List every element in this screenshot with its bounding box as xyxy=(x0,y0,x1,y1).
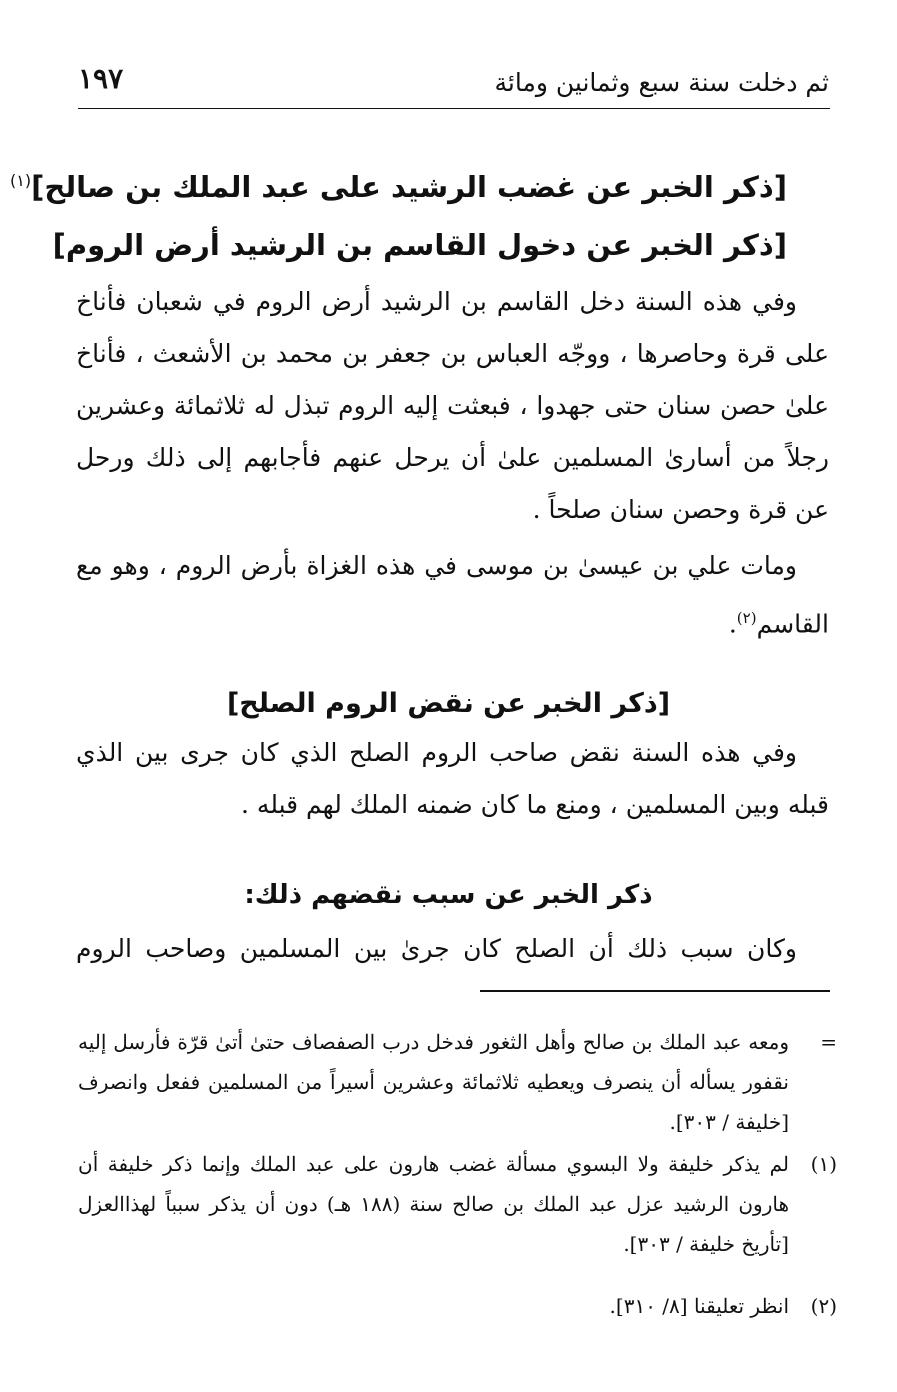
footnote-ref-1[interactable]: (١) xyxy=(9,171,32,191)
page-number: ١٩٧ xyxy=(78,62,124,95)
section-heading-qasim-campaign: [ذكر الخبر عن دخول القاسم بن الرشيد أرض الروم] xyxy=(52,228,787,262)
footnote-text: لم يذكر خليفة ولا البسوي مسألة غضب هارون على عبد الملك وإنما ذكر خليفة أن هارون الرشيد عزل عبد الملك بن صالح سنة (١٨٨ هـ) دون أن يذكر سبباً لهذاالعزل [تأريخ خليفة / ٣٠٣]. xyxy=(78,1152,790,1256)
section-heading-rashid-anger xyxy=(9,170,787,204)
heading-text: [ذكر الخبر عن غضب الرشيد على عبد الملك بن صالح] xyxy=(31,170,787,204)
running-header: ثم دخلت سنة سبع وثمانين ومائة xyxy=(494,68,829,97)
paragraph-treaty-broken: وفي هذه السنة نقض صاحب الروم الصلح الذي كان جرى بين الذي قبله وبين المسلمين ، ومنع ما كان ضمنه الملك لهم قبله . xyxy=(76,738,829,819)
footnote-mark: (٢) xyxy=(810,1294,837,1318)
footnote-continued xyxy=(78,1022,837,1142)
footnote-text: ومعه عبد الملك بن صالح وأهل الثغور فدخل درب الصفصاف حتىٰ أتىٰ قرّة فأرسل إليه نقفور يسأله أن ينصرف ويعطيه ثلاثمائة وعشرين أسيراً من المسلمين ففعل وانصرف [خليفة / ٣٠٣]. xyxy=(78,1030,789,1134)
footnote-ref-2[interactable]: (٢) xyxy=(736,609,757,627)
header-rule xyxy=(78,108,830,109)
footnote-2 xyxy=(78,1286,837,1326)
footnote-mark: (١) xyxy=(810,1152,837,1176)
paragraph-text: ومات علي بن عيسىٰ بن موسى في هذه الغزاة بأرض الروم ، وهو مع القاسم xyxy=(76,551,829,639)
footnote-mark: = xyxy=(820,1030,837,1054)
section-heading-treaty-reason: ذكر الخبر عن سبب نقضهم ذلك: xyxy=(244,880,653,910)
footnote-rule xyxy=(480,990,830,992)
section-heading-treaty-broken: [ذكر الخبر عن نقض الروم الصلح] xyxy=(226,688,671,719)
paragraph-treaty-reason: وكان سبب ذلك أن الصلح كان جرىٰ بين المسلمين وصاحب الروم xyxy=(76,934,797,963)
paragraph-ali-death xyxy=(76,540,829,650)
footnote-text: انظر تعليقنا [٨/ ٣١٠]. xyxy=(609,1294,789,1318)
paragraph-end: . xyxy=(728,609,737,639)
footnote-1 xyxy=(78,1144,837,1264)
paragraph-qasim-campaign: وفي هذه السنة دخل القاسم بن الرشيد أرض الروم في شعبان فأناخ على قرة وحاصرها ، ووجّه العباس بن جعفر بن محمد بن الأشعث ، فأناخ علىٰ حصن سنان حتى جهدوا ، فبعثت إليه الروم تبذل له ثلاثمائة وعشرين رجلاً من أسارىٰ المسلمين علىٰ أن يرحل عنهم فأجابهم إلى ذلك ورحل عن قرة وحصن سنان صلحاً . xyxy=(76,287,829,524)
